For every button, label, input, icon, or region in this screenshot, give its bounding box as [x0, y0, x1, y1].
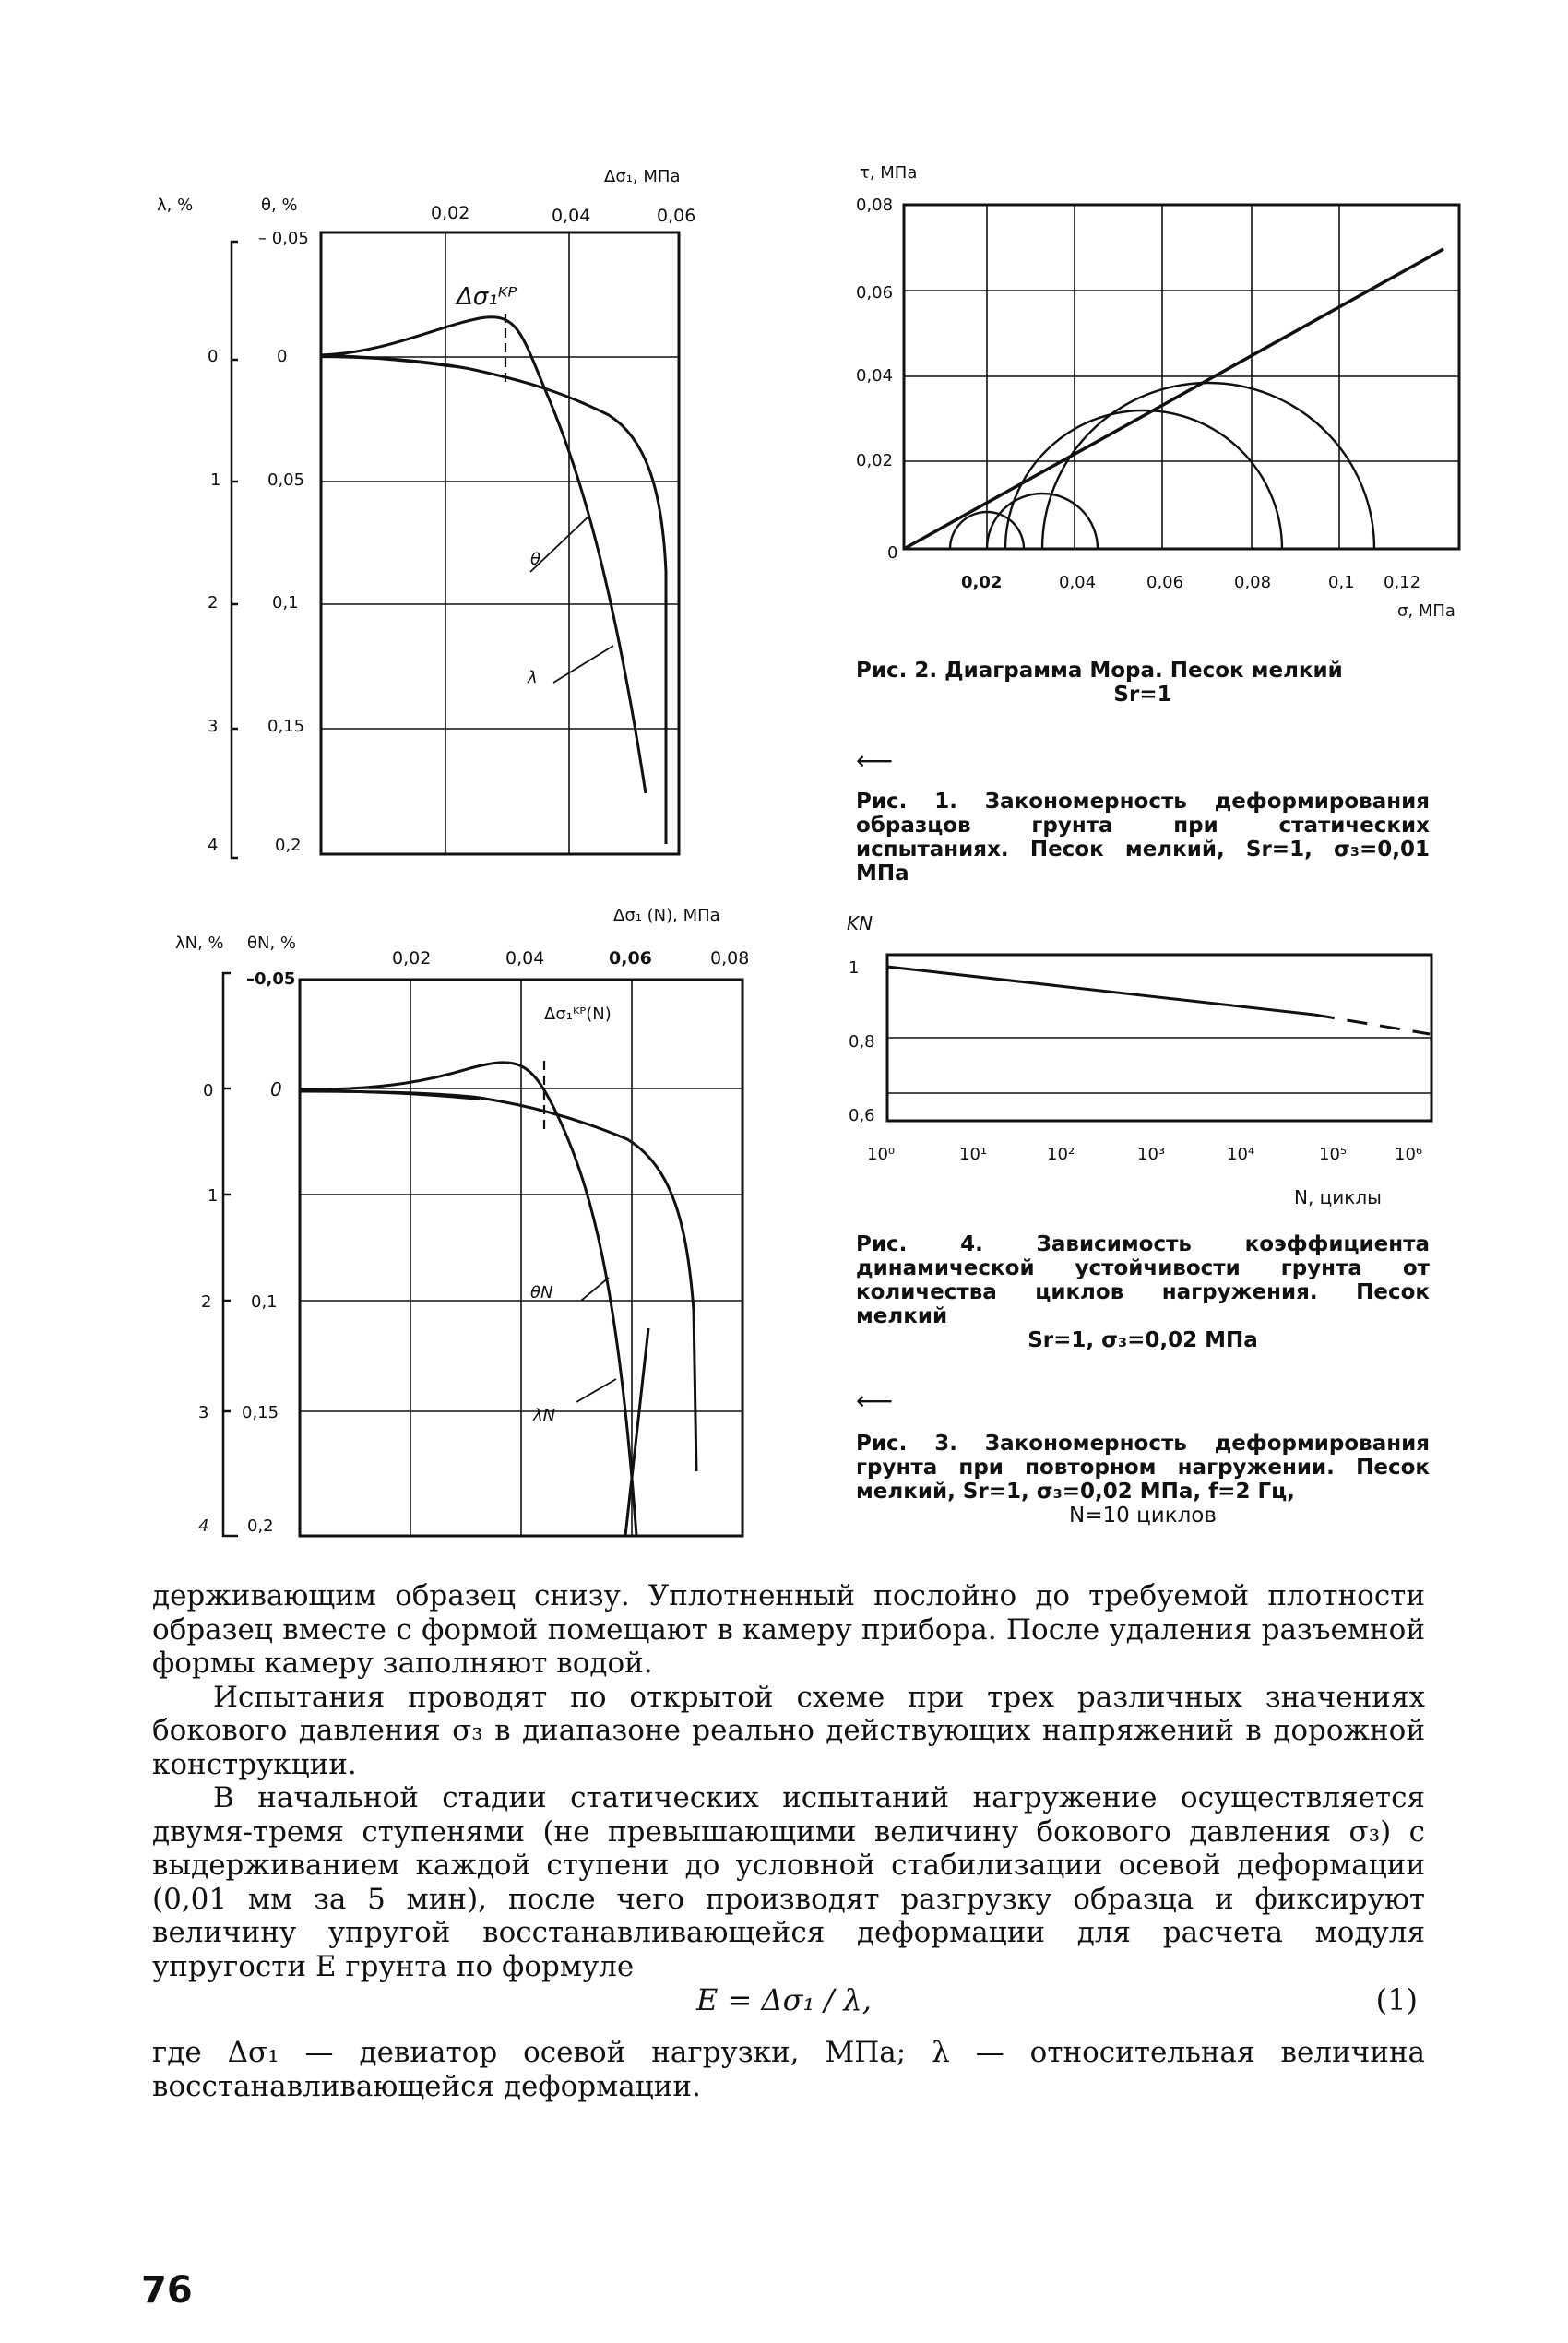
- fig3-left2-tick-2: 0: [270, 1078, 282, 1100]
- figure-3: [0, 895, 775, 1559]
- fig4-x-tick-2: 10¹: [959, 1145, 988, 1164]
- fig1-left1-tick-5: 4: [208, 836, 219, 855]
- body-text-block: [152, 1579, 1425, 1983]
- fig1-left2-tick-2: 0: [277, 347, 288, 366]
- fig4-caption-line2: Sr=1, σ₃=0,02 МПа: [1028, 1328, 1258, 1352]
- fig3-left2-tick-5: 0,2: [247, 1516, 274, 1536]
- fig1-plot-frame: [321, 232, 679, 854]
- figure-4-graphic: [830, 904, 1476, 1227]
- fig4-y-tick-2: 0,8: [849, 1032, 875, 1052]
- fig2-x-axis-label: σ, МПа: [1397, 601, 1455, 621]
- formula-number: (1): [1375, 1982, 1418, 2017]
- formula: E = Δσ₁ / λ,: [696, 1982, 872, 2017]
- fig1-curve-label-theta: θ: [530, 550, 541, 569]
- fig2-y-tick-4: 0,02: [856, 451, 894, 470]
- fig3-peak-label: Δσ₁ᴷᴾ(N): [544, 1005, 612, 1024]
- fig4-x-axis-label: N, циклы: [1294, 1186, 1382, 1208]
- fig1-left1-tick-3: 2: [208, 593, 219, 613]
- fig1-peak-label: Δσ₁ᴷᴾ: [457, 283, 517, 311]
- fig4-line-solid: [887, 967, 1314, 1015]
- fig2-y-tick-1: 0,08: [856, 196, 894, 215]
- fig1-caption: Рис. 1. Закономерность деформирования образцов грунта при статических испытаниях. Песок мелкий, Sr=1, σ₃=0,01 МПа: [856, 790, 1430, 886]
- fig4-y-axis-label: KN: [847, 912, 873, 934]
- fig1-top-tick-2: 0,04: [552, 206, 591, 226]
- fig3-curve-label-lambda: λN: [533, 1406, 556, 1425]
- fig1-curve-lambda: [321, 317, 646, 793]
- fig3-top-axis-label: Δσ₁ (N), МПа: [613, 906, 720, 925]
- fig2-x-tick-2: 0,04: [1059, 573, 1097, 592]
- fig3-left-axis1-label: λN, %: [175, 934, 224, 953]
- fig3-left1-tick-4: 3: [198, 1403, 209, 1422]
- fig3-caption-line2: N=10 циклов: [1069, 1504, 1217, 1528]
- fig3-left2-tick-1: –0,05: [246, 969, 296, 989]
- fig1-grid: [321, 232, 679, 854]
- fig2-x-tick-4: 0,08: [1234, 573, 1272, 592]
- paragraph-3: В начальной стадии статических испытаний нагружение осуществляется двумя-тремя ступенями (не превышающими величину бокового давления σ₃) с выдерживанием каждой ступени до условной стабилизации осевой деформации (0,01 мм за 5 мин), после чего производят разгрузку образца и фиксируют величину упругой восстанавливающейся деформации для расчета модуля упругости E грунта по формуле: [152, 1781, 1425, 1983]
- fig1-left-axis1-label: λ, %: [157, 196, 194, 215]
- fig3-caption-arrow: ⟵: [856, 1386, 894, 1416]
- fig2-caption-line2: Sr=1: [1113, 683, 1172, 707]
- fig3-left2-tick-4: 0,15: [242, 1403, 279, 1422]
- figure-1: [0, 0, 756, 876]
- fig1-left-axis2-label: θ, %: [261, 196, 298, 215]
- fig4-x-tick-1: 10⁰: [867, 1145, 896, 1164]
- fig3-caption-text: Рис. 3. Закономерность деформирования грунта при повторном нагружении. Песок мелкий, Sr=1, σ₃=0,02 МПа, f=2 Гц,: [856, 1432, 1430, 1504]
- fig4-x-tick-7: 10⁶: [1395, 1145, 1423, 1164]
- fig3-grid: [300, 980, 742, 1536]
- fig2-x-tick-5: 0,1: [1328, 573, 1355, 592]
- paragraph-1: держивающим образец снизу. Уплотненный послойно до требуемой плотности образец вместе с формой помещают в камеру прибора. После удаления разъемной формы камеру заполняют водой.: [152, 1579, 1425, 1680]
- fig4-y-tick-3: 0,6: [849, 1106, 875, 1125]
- page-number: 76: [141, 2269, 193, 2312]
- fig2-x-tick-3: 0,06: [1146, 573, 1184, 592]
- fig1-left1-tick-4: 3: [208, 717, 219, 736]
- figure-3-graphic: [0, 895, 775, 1559]
- formula-line: [152, 1982, 1425, 2019]
- paragraph-4: где Δσ₁ — девиатор осевой нагрузки, МПа; λ — относительная величина восстанавливающейся деформации.: [152, 2036, 1425, 2103]
- fig1-caption-arrow: ⟵: [856, 745, 894, 776]
- fig3-left2-tick-3: 0,1: [251, 1292, 278, 1312]
- fig1-curve-label-lambda: λ: [528, 668, 538, 687]
- fig1-top-tick-1: 0,02: [431, 203, 470, 223]
- fig1-left2-tick-5: 0,15: [267, 717, 305, 736]
- fig4-x-tick-5: 10⁴: [1227, 1145, 1255, 1164]
- fig3-top-tick-4: 0,08: [710, 948, 750, 969]
- fig2-y-tick-3: 0,04: [856, 366, 894, 386]
- fig2-y-axis-label: τ, МПа: [860, 163, 918, 183]
- fig1-left1-tick-2: 1: [210, 470, 221, 490]
- fig2-caption-line1: Рис. 2. Диаграмма Мора. Песок мелкий: [856, 659, 1343, 683]
- fig2-y-tick-5: 0: [887, 543, 898, 563]
- fig4-line-dashed: [1314, 1015, 1430, 1034]
- fig1-left1-tick-1: 0: [208, 347, 219, 366]
- fig3-caption: [856, 1432, 1430, 1528]
- fig3-curve-theta: [300, 1091, 696, 1471]
- fig1-left2-tick-6: 0,2: [275, 836, 302, 855]
- fig1-curve-theta: [321, 355, 666, 844]
- fig1-left2-tick-4: 0,1: [272, 593, 299, 613]
- body-text-block-2: [152, 2036, 1425, 2103]
- fig4-x-tick-4: 10³: [1137, 1145, 1166, 1164]
- fig4-x-tick-6: 10⁵: [1319, 1145, 1348, 1164]
- fig3-left1-tick-5: 4: [198, 1516, 209, 1536]
- fig3-outer-axis: [223, 973, 238, 1536]
- fig4-caption: [856, 1232, 1430, 1352]
- fig1-left2-tick-1: – 0,05: [258, 229, 309, 248]
- fig3-curve-lambda: [300, 1063, 636, 1536]
- fig1-top-axis-label: Δσ₁, МПа: [604, 167, 681, 186]
- fig3-left-axis2-label: θN, %: [247, 934, 297, 953]
- fig2-y-tick-2: 0,06: [856, 283, 894, 303]
- figure-1-graphic: [0, 0, 756, 876]
- fig4-grid: [887, 1038, 1431, 1093]
- fig2-grid: [904, 205, 1459, 549]
- fig3-left1-tick-3: 2: [201, 1292, 212, 1312]
- fig3-left1-tick-2: 1: [208, 1186, 219, 1206]
- fig3-top-tick-2: 0,04: [505, 948, 545, 969]
- fig2-x-tick-6: 0,12: [1384, 573, 1421, 592]
- fig4-caption-text: Рис. 4. Зависимость коэффициента динамической устойчивости грунта от количества циклов нагружения. Песок мелкий: [856, 1232, 1430, 1328]
- paragraph-2: Испытания проводят по открытой схеме при трех различных значениях бокового давления σ₃ в диапазоне реально действующих напряжений в дорожной конструкции.: [152, 1680, 1425, 1781]
- fig2-x-tick-1: 0,02: [961, 573, 1003, 592]
- fig2-caption: [856, 659, 1430, 707]
- fig1-top-tick-3: 0,06: [657, 206, 696, 226]
- fig3-left1-tick-1: 0: [203, 1081, 214, 1100]
- fig3-curve-label-theta: θN: [530, 1283, 553, 1302]
- fig2-envelope-line: [904, 249, 1443, 549]
- fig4-x-tick-3: 10²: [1047, 1145, 1075, 1164]
- figure-4: [830, 904, 1476, 1227]
- fig3-top-tick-3: 0,06: [609, 948, 652, 969]
- fig1-outer-axis: [232, 242, 238, 858]
- fig4-y-tick-1: 1: [849, 958, 860, 978]
- figure-2-graphic: [830, 148, 1476, 646]
- fig1-left2-tick-3: 0,05: [267, 470, 305, 490]
- figure-2: [830, 148, 1476, 646]
- fig3-top-tick-1: 0,02: [392, 948, 432, 969]
